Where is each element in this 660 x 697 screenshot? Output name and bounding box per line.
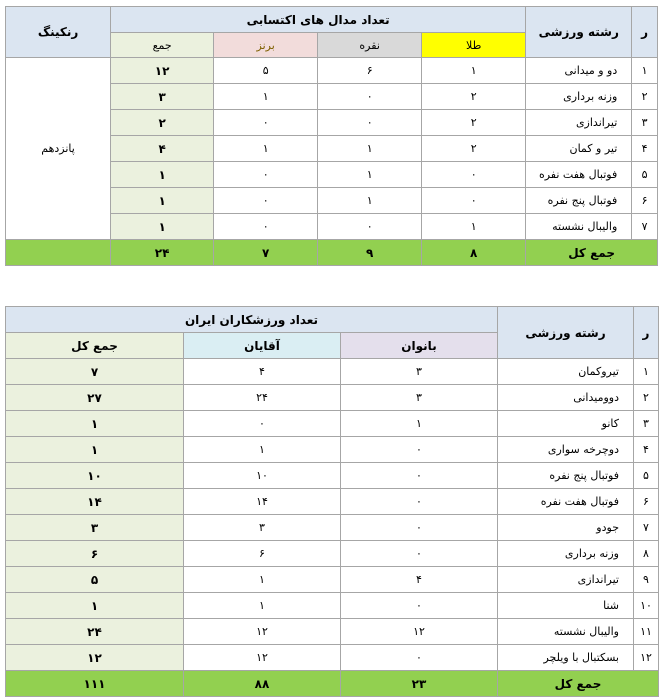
row-women: ۰ xyxy=(341,541,498,567)
ranking-value: پانزدهم xyxy=(6,58,111,240)
table-row xyxy=(6,541,659,567)
row-total: ۱ xyxy=(111,188,214,214)
row-men: ۴ xyxy=(184,359,341,385)
row-gold: ۱ xyxy=(422,58,526,84)
index-header: ر xyxy=(634,307,659,359)
row-gold: ۲ xyxy=(422,136,526,162)
totals-men: ۸۸ xyxy=(184,671,341,697)
row-bronze: ۱ xyxy=(214,84,318,110)
row-sport: بسکتبال با ویلچر xyxy=(498,645,634,671)
row-silver: ۰ xyxy=(318,110,422,136)
ranking-footer-cell xyxy=(6,240,111,266)
row-men: ۱۲ xyxy=(184,619,341,645)
table-row xyxy=(6,489,659,515)
totals-label: جمع کل xyxy=(526,240,658,266)
row-index: ۱۰ xyxy=(634,593,659,619)
row-index: ۶ xyxy=(634,489,659,515)
row-total: ۱ xyxy=(6,593,184,619)
row-total: ۳ xyxy=(6,515,184,541)
row-silver: ۶ xyxy=(318,58,422,84)
row-men: ۰ xyxy=(184,411,341,437)
sport-header: رشته ورزشی xyxy=(498,307,634,359)
row-women: ۰ xyxy=(341,489,498,515)
row-total: ۲ xyxy=(111,110,214,136)
totals-total: ۱۱۱ xyxy=(6,671,184,697)
medals-group-header: تعداد مدال های اکتسابی xyxy=(111,7,526,33)
bronze-header: برنز xyxy=(214,33,318,58)
table-row xyxy=(6,385,659,411)
silver-header: نقره xyxy=(318,33,422,58)
row-sport: فوتبال هفت نفره xyxy=(526,162,632,188)
row-bronze: ۰ xyxy=(214,214,318,240)
totals-label: جمع کل xyxy=(498,671,659,697)
totals-total: ۲۴ xyxy=(111,240,214,266)
totals-bronze: ۷ xyxy=(214,240,318,266)
row-gold: ۰ xyxy=(422,188,526,214)
row-men: ۱۰ xyxy=(184,463,341,489)
row-total: ۷ xyxy=(6,359,184,385)
row-index: ۱۱ xyxy=(634,619,659,645)
row-women: ۳ xyxy=(341,385,498,411)
row-sport: وزنه برداری xyxy=(498,541,634,567)
totals-gold: ۸ xyxy=(422,240,526,266)
men-header: آقایان xyxy=(184,333,341,359)
row-total: ۵ xyxy=(6,567,184,593)
row-sport: تیروکمان xyxy=(498,359,634,385)
totals-women: ۲۳ xyxy=(341,671,498,697)
row-index: ۴ xyxy=(632,136,658,162)
row-bronze: ۱ xyxy=(214,136,318,162)
row-sport: کانو xyxy=(498,411,634,437)
ranking-header: رنکینگ xyxy=(6,7,111,58)
row-bronze: ۰ xyxy=(214,110,318,136)
table-row xyxy=(6,593,659,619)
totals-row xyxy=(6,240,658,266)
row-index: ۴ xyxy=(634,437,659,463)
sport-header: رشته ورزشی xyxy=(526,7,632,58)
row-total: ۴ xyxy=(111,136,214,162)
total-header: جمع کل xyxy=(6,333,184,359)
row-index: ۵ xyxy=(634,463,659,489)
row-index: ۳ xyxy=(632,110,658,136)
row-women: ۰ xyxy=(341,463,498,489)
row-index: ۲ xyxy=(632,84,658,110)
row-men: ۱ xyxy=(184,437,341,463)
row-women: ۰ xyxy=(341,645,498,671)
row-sport: والیبال نشسته xyxy=(498,619,634,645)
table-row xyxy=(6,58,658,84)
row-sport: فوتبال پنج نفره xyxy=(526,188,632,214)
row-men: ۱ xyxy=(184,567,341,593)
athletes-group-header: تعداد ورزشکاران ایران xyxy=(6,307,498,333)
table-row xyxy=(6,619,659,645)
row-sport: دوچرخه سواری xyxy=(498,437,634,463)
row-total: ۱۴ xyxy=(6,489,184,515)
row-bronze: ۵ xyxy=(214,58,318,84)
row-women: ۱ xyxy=(341,411,498,437)
row-silver: ۰ xyxy=(318,214,422,240)
row-bronze: ۰ xyxy=(214,162,318,188)
row-sport: والیبال نشسته xyxy=(526,214,632,240)
row-index: ۳ xyxy=(634,411,659,437)
row-index: ۱ xyxy=(634,359,659,385)
row-index: ۱ xyxy=(632,58,658,84)
row-silver: ۰ xyxy=(318,84,422,110)
row-sport: تیراندازی xyxy=(498,567,634,593)
row-total: ۱ xyxy=(6,437,184,463)
gold-header: طلا xyxy=(422,33,526,58)
row-index: ۷ xyxy=(634,515,659,541)
row-sport: تیراندازی xyxy=(526,110,632,136)
row-index: ۸ xyxy=(634,541,659,567)
total-header: جمع xyxy=(111,33,214,58)
table-row xyxy=(6,437,659,463)
row-silver: ۱ xyxy=(318,162,422,188)
women-header: بانوان xyxy=(341,333,498,359)
medals-table xyxy=(5,6,658,266)
totals-row xyxy=(6,671,659,697)
row-bronze: ۰ xyxy=(214,188,318,214)
row-total: ۲۴ xyxy=(6,619,184,645)
row-sport: دو و میدانی xyxy=(526,58,632,84)
row-women: ۴ xyxy=(341,567,498,593)
row-men: ۱۴ xyxy=(184,489,341,515)
row-total: ۶ xyxy=(6,541,184,567)
row-gold: ۰ xyxy=(422,162,526,188)
athletes-table xyxy=(5,306,659,697)
table-row xyxy=(6,645,659,671)
row-women: ۰ xyxy=(341,593,498,619)
table-row xyxy=(6,463,659,489)
row-index: ۵ xyxy=(632,162,658,188)
row-total: ۱۲ xyxy=(111,58,214,84)
row-index: ۶ xyxy=(632,188,658,214)
row-men: ۱ xyxy=(184,593,341,619)
row-sport: دوومیدانی xyxy=(498,385,634,411)
row-index: ۷ xyxy=(632,214,658,240)
row-sport: جودو xyxy=(498,515,634,541)
row-total: ۳ xyxy=(111,84,214,110)
row-women: ۰ xyxy=(341,515,498,541)
row-total: ۲۷ xyxy=(6,385,184,411)
row-sport: تیر و کمان xyxy=(526,136,632,162)
index-header: ر xyxy=(632,7,658,58)
row-gold: ۲ xyxy=(422,84,526,110)
row-gold: ۱ xyxy=(422,214,526,240)
row-men: ۶ xyxy=(184,541,341,567)
row-index: ۱۲ xyxy=(634,645,659,671)
row-women: ۳ xyxy=(341,359,498,385)
row-men: ۲۴ xyxy=(184,385,341,411)
row-total: ۱ xyxy=(111,214,214,240)
table-row xyxy=(6,567,659,593)
row-index: ۲ xyxy=(634,385,659,411)
table-row xyxy=(6,359,659,385)
row-women: ۱۲ xyxy=(341,619,498,645)
row-sport: فوتبال هفت نفره xyxy=(498,489,634,515)
row-total: ۱ xyxy=(111,162,214,188)
row-men: ۱۲ xyxy=(184,645,341,671)
table-row xyxy=(6,411,659,437)
row-silver: ۱ xyxy=(318,188,422,214)
table-row xyxy=(6,515,659,541)
row-women: ۰ xyxy=(341,437,498,463)
row-gold: ۲ xyxy=(422,110,526,136)
totals-silver: ۹ xyxy=(318,240,422,266)
row-index: ۹ xyxy=(634,567,659,593)
row-sport: وزنه برداری xyxy=(526,84,632,110)
row-total: ۱۲ xyxy=(6,645,184,671)
row-total: ۱۰ xyxy=(6,463,184,489)
row-men: ۳ xyxy=(184,515,341,541)
row-sport: فوتبال پنج نفره xyxy=(498,463,634,489)
row-sport: شنا xyxy=(498,593,634,619)
row-silver: ۱ xyxy=(318,136,422,162)
row-total: ۱ xyxy=(6,411,184,437)
